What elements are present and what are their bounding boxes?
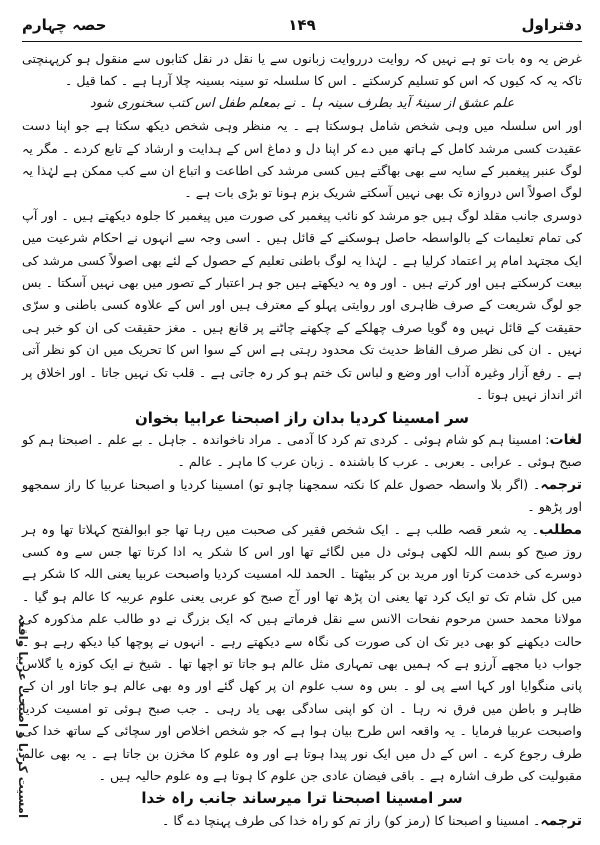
- book-page: [16, 8, 582, 838]
- page-number: ۱۴۹: [288, 16, 316, 34]
- paragraph-2: اور اس سلسلہ میں وہی شخص شامل ہوسکتا ہے ۔ یہ منظر وہی شخص دیکھ سکتا ہے جو اپنا دست عقیدت کسی مرشد کامل کے ہاتھ میں دے کر اپنا دل و دماغ اس کے ہدایت و ارشاد کے تابع کردے ۔ مگر یہ لوگ عنبر پیغمبر کے سایہ سے بھی بھاگتے ہیں کسی مرشد کی اطاعت و اتباع ان سے کب ممکن ہے لہٰذا یہ لوگ اصولاً اس دروازہ تک بھی نہیں آسکتے شریک بزم ہونا تو بڑی بات ہے ۔: [22, 118, 582, 201]
- paragraph-3: دوسری جانب مقلد لوگ ہیں جو مرشد کو نائب پیغمبر کی صورت میں پیغمبر کا جلوہ دیکھتے ہیں ۔ اور آپ کی تمام تعلیمات کے بالواسطہ حاصل ہوسکنے کے قائل ہیں ۔ اسی وجہ سے انہوں نے احکام شرعیت میں ایک مجتہد امام پر اعتماد کرلیا ہے ۔ لہٰذا یہ لوگ باطنی تعلیم کے حصول کے لئے بھی اصولاً کسی مرشد کی بیعت کرسکتے ہیں اور کرتے ہیں ۔ اور وہ یہ دیکھتے ہیں جو ہر اعتبار کے تصور میں بھی نہیں آسکتا ۔ بس جو لوگ شریعت کے صرف ظاہری اور روایتی پہلو کے معترف ہیں اور اس کے علاوہ کسی باطنی و سرّی حقیقت کے قائل نہیں وہ گویا صرف چھلکے کے چکھنے چاٹنے پر قانع ہیں ۔ مغز حقیقت کی ان کو خبر ہی نہیں ۔ ان کی نظر صرف الفاظ حدیث تک محدود رہتی ہے اس کے سوا اس کا تحریک میں ان کو نظر آتی ہے ۔ رفع آزار وغیرہ آداب اور وضع و لباس تک ختم ہو کر رہ جاتی ہے ۔ قلب تک نہیں جاتا ۔ اور اخلاق پر اثر انداز نہیں ہوتا ۔: [22, 207, 582, 403]
- lughat-text: : امسینا ہم کو شام ہوئی ۔ کردی تم کرد کا آدمی ۔ مراد ناخواندہ ۔ جاہل ۔ بے علم ۔ اصبحنا ہم کو صبح ہوئی ۔ عرابی ۔ بعربی ۔ عرب کا باشندہ ۔ زبان عرب کا ماہر ۔ عالم ۔: [22, 431, 582, 470]
- tarjuma-label-2: ترجمہ: [540, 812, 582, 829]
- tarjuma-section-1: [22, 474, 582, 519]
- matlab-section: [22, 519, 582, 788]
- tarjuma-text-2: ۔ امسینا و اصبحنا کا (رمز کو) راز تم کو راہ خدا کی طرف پہنچا دے گا ۔: [161, 812, 541, 828]
- paragraph-1: غرض یہ وہ بات تو ہے نہیں کہ روایت درروایت زبانوں سے یا نقل در نقل کتابوں سے منقول ہو کرپہنچتی تاکہ یہ کہ کیوں کہ اس کو تسلیم کرسکتے ۔ اس کا سلسلہ تو سینہ بسینہ چلا آرہا ہے ۔ کما قیل ۔: [22, 51, 582, 89]
- matlab-text: ۔ یہ شعر قصہ طلب ہے ۔ ایک شخص فقیر کی صحبت میں رہا تھا جو ابوالفتح کہلاتا تھا وہ ہر روز صبح کو بسم اللہ لکھی ہوئی دل میں لگائے تھا اور اس کا شکر یہ ادا کرتا تھا جس سے وہ کسی دوسرے کی خدمت کرتا اور مرید بن کر بیٹھتا ۔ الحمد للہ امسیت کردیا واصبحت عربیا یعنی اللہ کا شکر ہے میں کل شام تک تو ایک کرد تھا یعنی ان پڑھ تھا اور آج صبح کو عربی یعنی علوم عربیہ کا عالم ہو گیا ۔ مولانا محمد حسن مرحوم نفحات الانس سے نقل فرماتے ہیں کہ ایک بزرگ نے دو طالب علم مذکورہ کی حالت دیکھنے کو بھی دیر تک ان کی صورت کی نگاہ سے دیکھتے رہے ۔ انہوں نے پوچھا کیا دیکھ رہے ہو ۔ جواب دیا مجھے آرزو ہے کہ ہمیں بھی تمہاری مثل عالم ہو جاتا تو اچھا تھا ۔ شیخ نے ایک کوزہ یا گلاس پانی منگوایا اور کہا اسے پی لو ۔ بس وہ سب علوم ان پر کھل گئے اور وہ بھی عالم ہو جاتا اور ان کے ظاہر و باطن میں فرق نہ رہا ۔ ان کو اپنی سادگی بھی یاد رہی ۔ جب صبح ہوئی تو امسیت کردیا واصبحت عربیا فرمایا ۔ یہ واقعہ اس طرح بیان ہوا ہے کہ جو شخص اخلاص اور سچائی کے ساتھ خدا کی طرف رجوع کرے ۔ اس کے دل میں ایک نور پیدا ہوتا ہے اور وہ علوم کا مخزن بن جاتا ہے ۔ یہ بھی عالم مقبولیت کی طرف اشارہ ہے ۔ باقی فیضان عادی جن علوم کا ہوتا ہے وہ علوم حالیہ ہیں ۔: [22, 521, 582, 783]
- section-title: دفتراول: [521, 16, 582, 34]
- matlab-label: مطلب: [539, 521, 582, 538]
- lughat-section: [22, 429, 582, 474]
- lughat-label: لغات: [549, 431, 582, 448]
- part-title: حصہ چہارم: [22, 16, 107, 34]
- persian-couplet: علم عشق از سینۂ آید بطرف سینہ ہا ۔ نے بمعلم طفل اس کتب سخنوری شود: [89, 95, 515, 111]
- verse-2: سر امسینا اصبحنا ترا میرساند جانب راہ خدا: [141, 789, 463, 808]
- page-header: [22, 10, 582, 40]
- tarjuma-section-2: [22, 810, 582, 832]
- margin-note: امسیت کردیا و اصبحت عربیا واقعہ: [16, 613, 30, 818]
- tarjuma-text-1: ۔ (اگر بلا واسطہ حصول علم کا نکتہ سمجھنا چاہو تو) امسینا کردیا و اصبحنا عربیا کا راز سمجھو اور پڑھو ۔: [22, 476, 582, 515]
- page-body: [22, 48, 582, 832]
- header-rule: [22, 41, 582, 42]
- verse-1: سر امسینا کردیا بدان راز اصبحنا عرابیا بخوان: [134, 408, 470, 427]
- tarjuma-label-1: ترجمہ: [540, 476, 582, 493]
